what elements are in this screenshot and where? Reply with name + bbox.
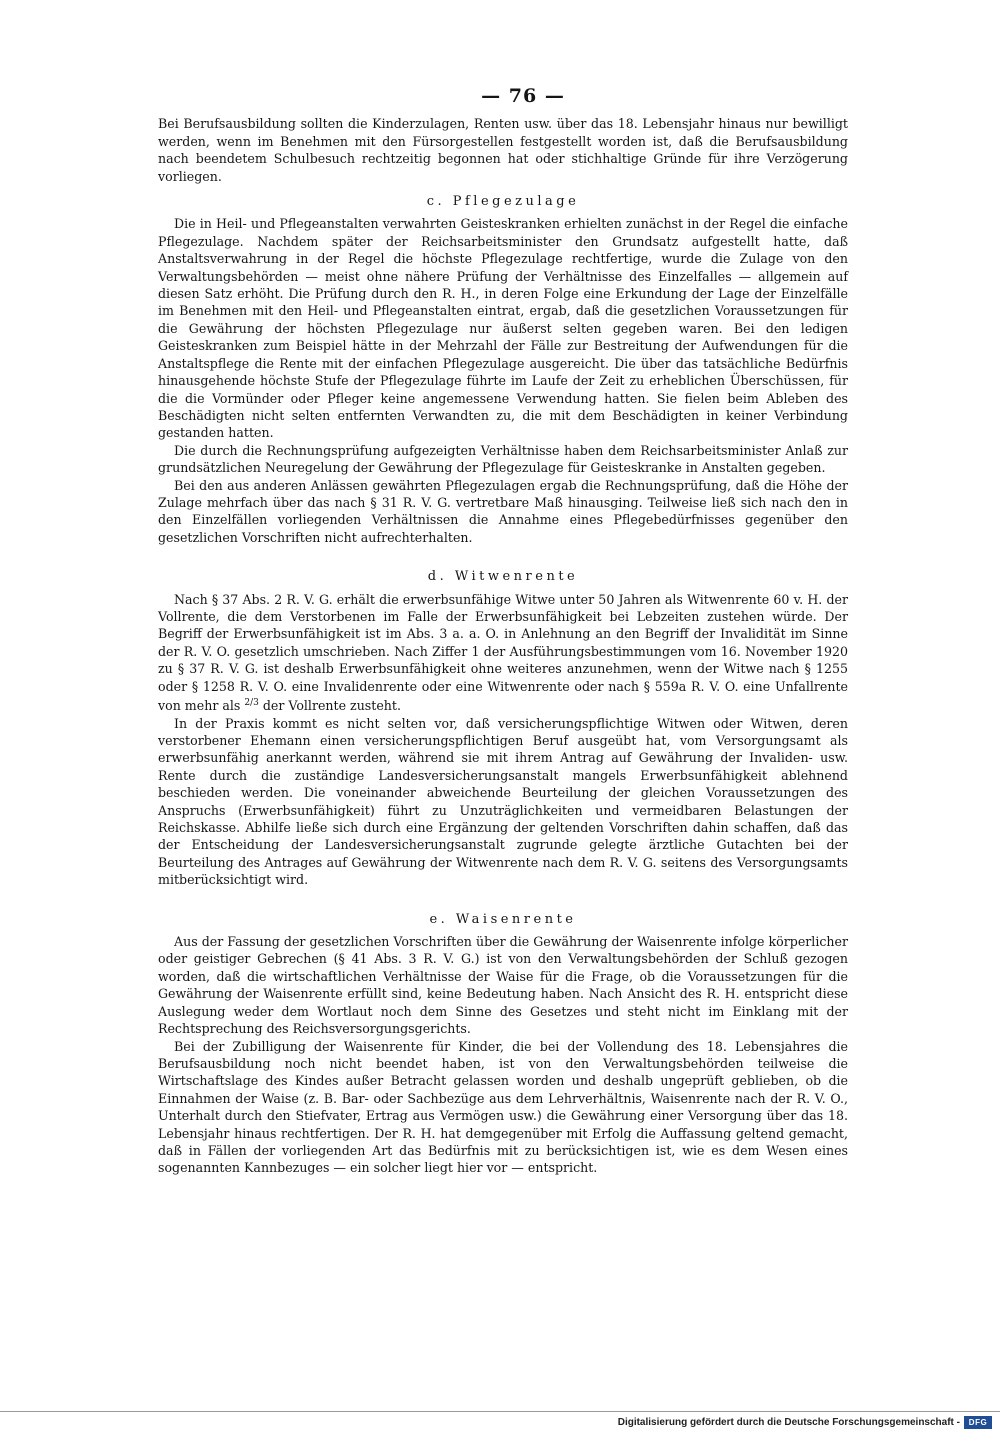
waisenrente-paragraph-2: Bei der Zubilligung der Waisenrente für Kinder, die bei der Vollendung des 18. Lebensjahres die Berufsausbildung noch nicht beendet haben, ist von den Verwaltungsbehörden teilweise die Wirtschaftslage des Kindes außer Betracht gelassen worden und deshalb ungeprüft geblieben, ob die Einnahmen der Waise (z. B. Bar- oder Sachbezüge aus dem Lehrverhältnis, Waisenrente nach der R. V. O., Unterhalt durch den Stiefvater, Ertrag aus Vermögen usw.) die Gewährung einer Versorgung über das 18. Lebensjahr hinaus rechtfertigen. Der R. H. hat demgegenüber mit Erfolg die Auffassung geltend gemacht, daß in Fällen der vorliegenden Art das Bedürfnis mit zu berücksichtigen ist, wie es dem Wesen eines sogenannten Kannbezuges — ein solcher liegt hier vor — entspricht. [158, 1038, 848, 1176]
section-heading-waisenrente: e. Waisenrente [429, 911, 577, 927]
dfg-logo-icon: DFG [964, 1416, 992, 1429]
witwenrente-paragraph-2: In der Praxis kommt es nicht selten vor, daß versicherungspflichtige Witwen oder Witwen, deren verstorbener Ehemann einen versicherungspflichtigen Beruf ausgeübt hat, vom Versorgungsamt als erwerbsunfähig anerkannt werden, während sie mit ihrem Antrag auf Gewährung der Invaliden- usw. Rente durch die zuständige Landesversicherungsanstalt mangels Erwerbsunfähigkeit ablehnend beschieden werden. Die voneinander abweichende Beurteilung der gleichen Voraussetzungen des Anspruchs (Erwerbsunfähigkeit) führt zu Unzuträglichkeiten und vermeidbaren Belastungen der Reichskasse. Abhilfe ließe sich durch eine Ergänzung der geltenden Vorschriften dahin schaffen, daß das der Entscheidung der Landesversicherungsanstalt zugrunde gelegte ärztliche Gutachten bei der Beurteilung des Antrages auf Gewährung der Witwenrente nach dem R. V. G. seitens des Versorgungsamts mitberücksichtigt wird. [158, 715, 848, 888]
intro-paragraph: Bei Berufsausbildung sollten die Kinderzulagen, Renten usw. über das 18. Lebensjahr hinaus nur bewilligt werden, wenn im Benehmen mit den Fürsorgestellen festgestellt worden ist, daß die Berufsausbildung nach beendetem Schulbesuch rechtzeitig begonnen hat oder stichhaltige Gründe für ihre Verzögerung vorliegen. [158, 116, 848, 184]
section-heading-pflegezulage: c. Pflegezulage [426, 194, 580, 210]
page-number: — 76 — [481, 85, 565, 107]
witwenrente-text-after-fraction: der Vollrente zusteht. [258, 698, 401, 714]
witwenrente-text-before-fraction: Nach § 37 Abs. 2 R. V. G. erhält die erwerbsunfähige Witwe unter 50 Jahren als Witwenrente 60 v. H. der Vollrente, die dem Verstorbenen im Falle der Erwerbsunfähigkeit bei Lebzeiten zustehen würde. Der Begriff der Erwerbsunfähigkeit ist im Abs. 3 a. a. O. in Anlehnung an den Begriff der Invalidität im Sinne der R. V. O. gesetzlich umschrieben. Nach Ziffer 1 der Ausführungsbestimmungen vom 16. November 1920 zu § 37 R. V. G. ist deshalb Erwerbsunfähigkeit ohne weiteres anzunehmen, wenn der Witwe nach § 1255 oder § 1258 R. V. O. eine Invalidenrente oder eine Witwenrente oder nach § 559a R. V. O. eine Unfallrente von mehr als [158, 591, 848, 714]
waisenrente-paragraph-1: Aus der Fassung der gesetzlichen Vorschriften über die Gewährung der Waisenrente infolge körperlicher oder geistiger Gebrechen (§ 41 Abs. 3 R. V. G.) ist von den Verwaltungsbehörden der Schluß gezogen worden, daß die wirtschaftlichen Verhältnisse der Waise für die Frage, ob die Voraussetzungen für die Gewährung der Waisenrente erfüllt sind, keine Bedeutung haben. Nach Ansicht des R. H. entspricht diese Auslegung weder dem Wortlaut noch dem Sinne des Gesetzes und steht nicht im Einklang mit der Rechtsprechung des Reichsversorgungsgerichts. [158, 934, 848, 1037]
pflegezulage-paragraph-3: Bei den aus anderen Anlässen gewährten Pflegezulagen ergab die Rechnungsprüfung, daß die Höhe der Zulage mehrfach über das nach § 31 R. V. G. vertretbare Maß hinausging. Teilweise ließ sich nach den in den Einzelfällen vorliegenden Verhältnissen die Annahme eines Pflegebedürfnisses gegenüber den gesetzlichen Vorschriften nicht aufrechterhalten. [158, 477, 848, 545]
document-page [158, 85, 848, 1177]
fraction-two-thirds: 2/3 [244, 698, 259, 708]
section-heading-witwenrente: d. Witwenrente [427, 569, 579, 585]
footer-credit-text: Digitalisierung gefördert durch die Deutsche Forschungsgemeinschaft - [617, 1417, 960, 1428]
witwenrente-paragraph-1 [158, 591, 848, 715]
pflegezulage-paragraph-1: Die in Heil- und Pflegeanstalten verwahrten Geisteskranken erhielten zunächst in der Regel die einfache Pflegezulage. Nachdem später der Reichsarbeitsminister den Grundsatz aufgestellt hatte, daß Anstaltsverwahrung in der Regel die höchste Pflegezulage rechtfertige, wurde die Zulage von den Verwaltungsbehörden — meist ohne nähere Prüfung der Verhältnisse des Einzelfalles — allgemein auf diesen Satz erhöht. Die Prüfung durch den R. H., in deren Folge eine Erkundung der Lage der Einzelfälle im Benehmen mit den Heil- und Pflegeanstalten eintrat, ergab, daß die gesetzlichen Voraussetzungen für die Gewährung der höchsten Pflegezulage nur äußerst selten gegeben waren. Bei den ledigen Geisteskranken zum Beispiel hätte in der Mehrzahl der Fälle zur Bestreitung der Aufwendungen für die Anstaltspflege die Rente mit der einfachen Pflegezulage ausgereicht. Die über das tatsächliche Bedürfnis hinausgehende höchste Stufe der Pflegezulage führte im Laufe der Zeit zu erheblichen Überschüssen, für die die Vormünder oder Pfleger keine angemessene Verwendung hatten. Sie fielen beim Ableben des Beschädigten nicht selten entfernten Verwandten zu, die mit dem Beschädigten in keiner Verbindung gestanden hatten. [158, 216, 848, 441]
pflegezulage-paragraph-2: Die durch die Rechnungsprüfung aufgezeigten Verhältnisse haben dem Reichsarbeitsminister Anlaß zur grundsätzlichen Neuregelung der Gewährung der Pflegezulage für Geisteskranke in Anstalten gegeben. [158, 442, 848, 476]
digitization-footer [0, 1411, 1000, 1435]
